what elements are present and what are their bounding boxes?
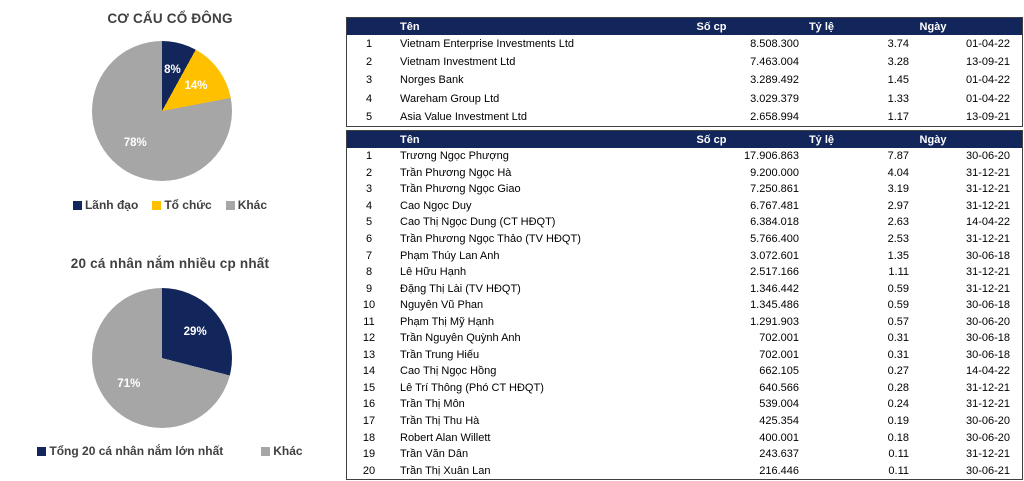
row-index: 3 xyxy=(365,74,373,87)
pie-slice-label: 8% xyxy=(164,64,181,77)
date-cell: 30-06-18 xyxy=(965,299,1010,312)
name-cell: Trần Thị Thu Hà xyxy=(400,415,480,428)
table-row xyxy=(347,347,1022,364)
column-header: Tỷ lệ xyxy=(808,133,835,146)
row-index: 6 xyxy=(365,233,373,245)
shares-cell: 400.001 xyxy=(759,431,799,444)
name-cell: Lê Trí Thông (Phó CT HĐQT) xyxy=(400,381,544,394)
percent-cell: 3.19 xyxy=(887,183,909,196)
top20-individuals-pie-chart xyxy=(92,288,232,428)
percent-cell: 1.17 xyxy=(887,110,909,123)
shares-cell: 216.446 xyxy=(759,464,799,477)
date-cell: 01-04-22 xyxy=(965,92,1010,105)
table-row xyxy=(347,280,1022,297)
legend-label: Khác xyxy=(237,198,268,212)
percent-cell: 1.35 xyxy=(887,249,909,262)
name-cell: Lê Hữu Hạnh xyxy=(400,266,467,279)
date-cell: 31-12-21 xyxy=(965,199,1010,212)
date-cell: 31-12-21 xyxy=(965,282,1010,295)
percent-cell: 0.59 xyxy=(887,299,909,312)
row-index: 10 xyxy=(362,299,376,312)
column-header: Tên xyxy=(400,20,420,33)
percent-cell: 0.31 xyxy=(887,348,909,361)
date-cell: 13-09-21 xyxy=(965,110,1010,123)
name-cell: Trần Phương Ngọc Thảo (TV HĐQT) xyxy=(400,233,581,245)
row-index: 19 xyxy=(362,448,376,461)
date-cell: 31-12-21 xyxy=(965,166,1010,179)
shares-cell: 3.072.601 xyxy=(750,249,799,262)
row-index: 17 xyxy=(362,415,376,428)
date-cell: 13-09-21 xyxy=(965,56,1010,69)
name-cell: Trần Văn Dân xyxy=(400,448,469,461)
table-row xyxy=(347,35,1022,53)
legend-item xyxy=(226,198,267,212)
shares-cell: 662.105 xyxy=(759,365,799,378)
percent-cell: 0.28 xyxy=(887,381,909,394)
shares-cell: 3.289.492 xyxy=(750,74,799,87)
date-cell: 30-06-18 xyxy=(965,332,1010,345)
name-cell: Trần Thị Môn xyxy=(400,398,465,411)
row-index: 9 xyxy=(365,282,373,295)
date-cell: 31-12-21 xyxy=(965,381,1010,394)
name-cell: Nguyễn Vũ Phan xyxy=(400,299,484,312)
date-cell: 14-04-22 xyxy=(965,365,1010,378)
shares-cell: 7.463.004 xyxy=(750,56,799,69)
date-cell: 30-06-18 xyxy=(965,249,1010,262)
name-cell: Phạm Thị Mỹ Hạnh xyxy=(400,315,494,328)
row-index: 4 xyxy=(365,199,373,212)
column-header: Ngày xyxy=(919,20,947,33)
legend-swatch-icon xyxy=(261,447,270,456)
row-index: 5 xyxy=(365,110,373,123)
table-row xyxy=(347,297,1022,314)
table-row xyxy=(347,198,1022,215)
percent-cell: 0.59 xyxy=(887,282,909,295)
percent-cell: 4.04 xyxy=(887,166,909,179)
table-row xyxy=(347,53,1022,71)
shares-cell: 640.566 xyxy=(759,381,799,394)
row-index: 18 xyxy=(362,431,376,444)
percent-cell: 0.24 xyxy=(887,398,909,411)
row-index: 11 xyxy=(363,315,375,328)
name-cell: Trần Phương Ngọc Giao xyxy=(400,183,521,196)
row-index: 2 xyxy=(365,166,373,179)
date-cell: 31-12-21 xyxy=(965,183,1010,196)
table-header-row xyxy=(347,131,1022,148)
date-cell: 30-06-20 xyxy=(965,431,1010,444)
table-row xyxy=(347,363,1022,380)
table-header-row xyxy=(347,18,1022,35)
table-row xyxy=(347,380,1022,397)
shares-cell: 6.384.018 xyxy=(750,216,799,229)
legend-swatch-icon xyxy=(37,447,46,456)
date-cell: 30-06-20 xyxy=(965,150,1010,163)
legend-label: Khác xyxy=(273,444,303,458)
legend-label: Tổng 20 cá nhân nắm lớn nhất xyxy=(49,444,224,458)
shares-cell: 5.766.400 xyxy=(750,233,799,245)
row-index: 4 xyxy=(365,92,373,105)
shareholder-tables xyxy=(346,0,1023,481)
name-cell: Trần Trung Hiếu xyxy=(400,348,480,361)
percent-cell: 0.11 xyxy=(888,464,909,477)
date-cell: 30-06-20 xyxy=(965,415,1010,428)
shares-cell: 17.906.863 xyxy=(743,150,799,163)
date-cell: 01-04-22 xyxy=(965,74,1010,87)
name-cell: Vietnam Investment Ltd xyxy=(400,56,516,69)
name-cell: Trần Phương Ngọc Hà xyxy=(400,166,512,179)
pie-slice-label: 14% xyxy=(184,80,208,93)
table-row xyxy=(347,165,1022,182)
shares-cell: 7.250.861 xyxy=(750,183,799,196)
name-cell: Phạm Thúy Lan Anh xyxy=(400,249,500,262)
table-row xyxy=(347,247,1022,264)
row-index: 16 xyxy=(362,398,376,411)
shares-cell: 1.345.486 xyxy=(750,299,799,312)
date-cell: 30-06-20 xyxy=(965,315,1010,328)
percent-cell: 2.53 xyxy=(887,233,909,245)
percent-cell: 0.27 xyxy=(887,365,909,378)
table-row xyxy=(347,264,1022,281)
table-row xyxy=(347,429,1022,446)
table-row xyxy=(347,148,1022,165)
shares-cell: 9.200.000 xyxy=(750,166,799,179)
top20-individuals-chart-title: 20 cá nhân nắm nhiều cp nhất xyxy=(70,256,270,271)
legend-swatch-icon xyxy=(226,201,235,210)
shares-cell: 702.001 xyxy=(759,332,799,345)
table-row xyxy=(347,462,1022,479)
date-cell: 30-06-21 xyxy=(965,464,1010,477)
date-cell: 31-12-21 xyxy=(965,448,1010,461)
row-index: 5 xyxy=(365,216,373,229)
percent-cell: 2.97 xyxy=(887,199,909,212)
name-cell: Trương Ngọc Phượng xyxy=(400,150,509,163)
table-row xyxy=(347,313,1022,330)
row-index: 1 xyxy=(365,38,373,51)
shareholder-structure-pie-chart xyxy=(92,41,232,181)
column-header: Tên xyxy=(400,133,420,146)
legend-item xyxy=(37,444,223,458)
row-index: 3 xyxy=(365,183,373,196)
individual-shareholders-table xyxy=(346,130,1023,480)
institutional-shareholders-table xyxy=(346,17,1023,127)
date-cell: 31-12-21 xyxy=(965,233,1010,245)
top20-individuals-legend xyxy=(0,444,340,458)
percent-cell: 0.31 xyxy=(887,332,909,345)
shares-cell: 425.354 xyxy=(759,415,799,428)
row-index: 14 xyxy=(362,365,376,378)
shares-cell: 2.658.994 xyxy=(750,110,799,123)
column-header: Số cp xyxy=(696,20,727,33)
name-cell: Vietnam Enterprise Investments Ltd xyxy=(400,38,575,51)
table-row xyxy=(347,231,1022,248)
shares-cell: 3.029.379 xyxy=(750,92,799,105)
percent-cell: 3.28 xyxy=(887,56,909,69)
pie-slice-label: 29% xyxy=(183,326,207,339)
date-cell: 31-12-21 xyxy=(965,266,1010,279)
percent-cell: 7.87 xyxy=(887,150,909,163)
percent-cell: 1.45 xyxy=(887,74,909,87)
name-cell: Wareham Group Ltd xyxy=(400,92,500,105)
row-index: 7 xyxy=(365,249,373,262)
percent-cell: 0.18 xyxy=(887,431,909,444)
percent-cell: 1.11 xyxy=(888,266,909,279)
table-row xyxy=(347,396,1022,413)
legend-label: Lãnh đạo xyxy=(84,198,139,212)
shares-cell: 6.767.481 xyxy=(750,199,799,212)
name-cell: Norges Bank xyxy=(400,74,464,87)
column-header: Ngày xyxy=(919,133,947,146)
shares-cell: 8.508.300 xyxy=(750,38,799,51)
date-cell: 31-12-21 xyxy=(965,398,1010,411)
row-index: 1 xyxy=(365,150,373,163)
percent-cell: 1.33 xyxy=(887,92,909,105)
name-cell: Trần Nguyễn Quỳnh Anh xyxy=(400,332,521,345)
name-cell: Cao Thị Ngọc Dung (CT HĐQT) xyxy=(400,216,556,229)
date-cell: 01-04-22 xyxy=(965,38,1010,51)
shares-cell: 539.004 xyxy=(759,398,799,411)
pie-slice-label: 71% xyxy=(117,377,141,390)
column-header: Tỷ lệ xyxy=(808,20,835,33)
row-index: 13 xyxy=(362,348,376,361)
shareholder-structure-chart-title: CƠ CẤU CỔ ĐÔNG xyxy=(107,11,233,26)
table-row xyxy=(347,108,1022,126)
table-row xyxy=(347,214,1022,231)
name-cell: Đặng Thị Lài (TV HĐQT) xyxy=(400,282,521,295)
legend-item xyxy=(73,198,138,212)
shares-cell: 702.001 xyxy=(759,348,799,361)
name-cell: Asia Value Investment Ltd xyxy=(400,110,527,123)
row-index: 2 xyxy=(365,56,373,69)
row-index: 12 xyxy=(362,332,376,345)
name-cell: Cao Thị Ngọc Hồng xyxy=(400,365,497,378)
legend-item xyxy=(261,444,302,458)
table-row xyxy=(347,71,1022,89)
percent-cell: 0.19 xyxy=(887,415,909,428)
row-index: 20 xyxy=(362,464,376,477)
column-header: Số cp xyxy=(696,133,727,146)
date-cell: 30-06-18 xyxy=(965,348,1010,361)
row-index: 8 xyxy=(365,266,373,279)
table-row xyxy=(347,181,1022,198)
legend-swatch-icon xyxy=(152,201,161,210)
shares-cell: 2.517.166 xyxy=(750,266,799,279)
shares-cell: 1.291.903 xyxy=(750,315,799,328)
shareholder-structure-legend xyxy=(0,198,340,212)
pie-slice-label: 78% xyxy=(123,137,147,150)
shares-cell: 243.637 xyxy=(759,448,799,461)
table-row xyxy=(347,446,1022,463)
percent-cell: 2.63 xyxy=(887,216,909,229)
row-index: 15 xyxy=(362,381,376,394)
name-cell: Trần Thị Xuân Lan xyxy=(400,464,491,477)
table-row xyxy=(347,90,1022,108)
percent-cell: 0.57 xyxy=(887,315,909,328)
name-cell: Cao Ngọc Duy xyxy=(400,199,472,212)
shares-cell: 1.346.442 xyxy=(750,282,799,295)
table-row xyxy=(347,330,1022,347)
table-row xyxy=(347,413,1022,430)
legend-label: Tổ chức xyxy=(164,198,212,212)
date-cell: 14-04-22 xyxy=(965,216,1010,229)
legend-item xyxy=(152,198,211,212)
legend-swatch-icon xyxy=(73,201,82,210)
name-cell: Robert Alan Willett xyxy=(400,431,491,444)
percent-cell: 3.74 xyxy=(887,38,909,51)
percent-cell: 0.11 xyxy=(888,448,909,461)
